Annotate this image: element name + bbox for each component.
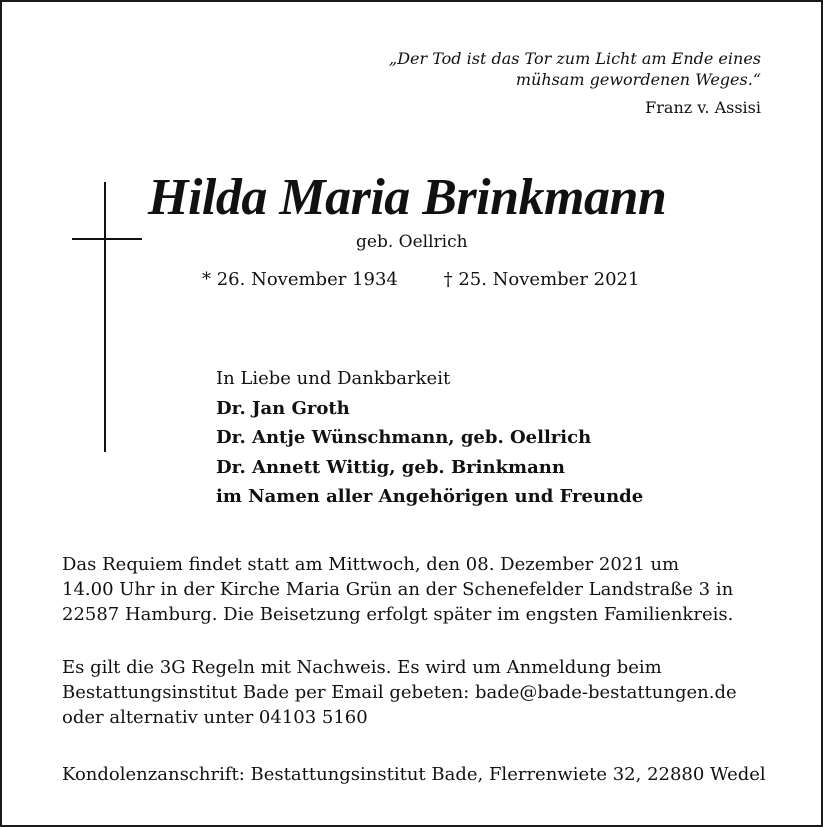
quote-author: Franz v. Assisi: [645, 98, 761, 117]
text-line: oder alternativ unter 04103 5160: [62, 707, 368, 728]
quote-line: mühsam gewordenen Weges.“: [515, 70, 761, 89]
text-line: Bestattungsinstitut Bade per Email gebeten: bade@bade-bestattungen.de: [62, 682, 737, 703]
life-dates: [202, 269, 639, 290]
mourner-name: Dr. Antje Wünschmann, geb. Oellrich: [216, 427, 592, 448]
requiem-paragraph: [62, 552, 782, 627]
mourner-name: im Namen aller Angehörigen und Freunde: [216, 486, 644, 507]
mourner-name: Dr. Jan Groth: [216, 397, 350, 419]
condolence-address: Kondolenzanschrift: Bestattungsinstitut Bade, Flerrenwiete 32, 22880 Wedel: [62, 764, 766, 785]
cross-icon: [104, 182, 106, 452]
text-line: Das Requiem findet statt am Mittwoch, den 08. Dezember 2021 um: [62, 554, 680, 575]
rules-paragraph: [62, 655, 782, 730]
birth-date: * 26. November 1934: [202, 269, 398, 290]
maiden-name: geb. Oellrich: [356, 232, 468, 252]
deceased-name: Hilda Maria Brinkmann: [148, 169, 667, 226]
quote-line: „Der Tod ist das Tor zum Licht am Ende eines: [388, 49, 761, 68]
text-line: Es gilt die 3G Regeln mit Nachweis. Es wird um Anmeldung beim: [62, 657, 662, 678]
mourners-intro: In Liebe und Dankbarkeit: [216, 368, 451, 389]
mourner-name: Dr. Annett Wittig, geb. Brinkmann: [216, 456, 565, 478]
quote: [261, 48, 761, 90]
text-line: 14.00 Uhr in der Kirche Maria Grün an der Schenefelder Landstraße 3 in: [62, 579, 734, 600]
text-line: 22587 Hamburg. Die Beisetzung erfolgt später im engsten Familienkreis.: [62, 604, 734, 625]
death-date: † 25. November 2021: [443, 269, 640, 290]
cross-icon-bar: [72, 238, 142, 240]
mourners-block: [216, 364, 643, 512]
